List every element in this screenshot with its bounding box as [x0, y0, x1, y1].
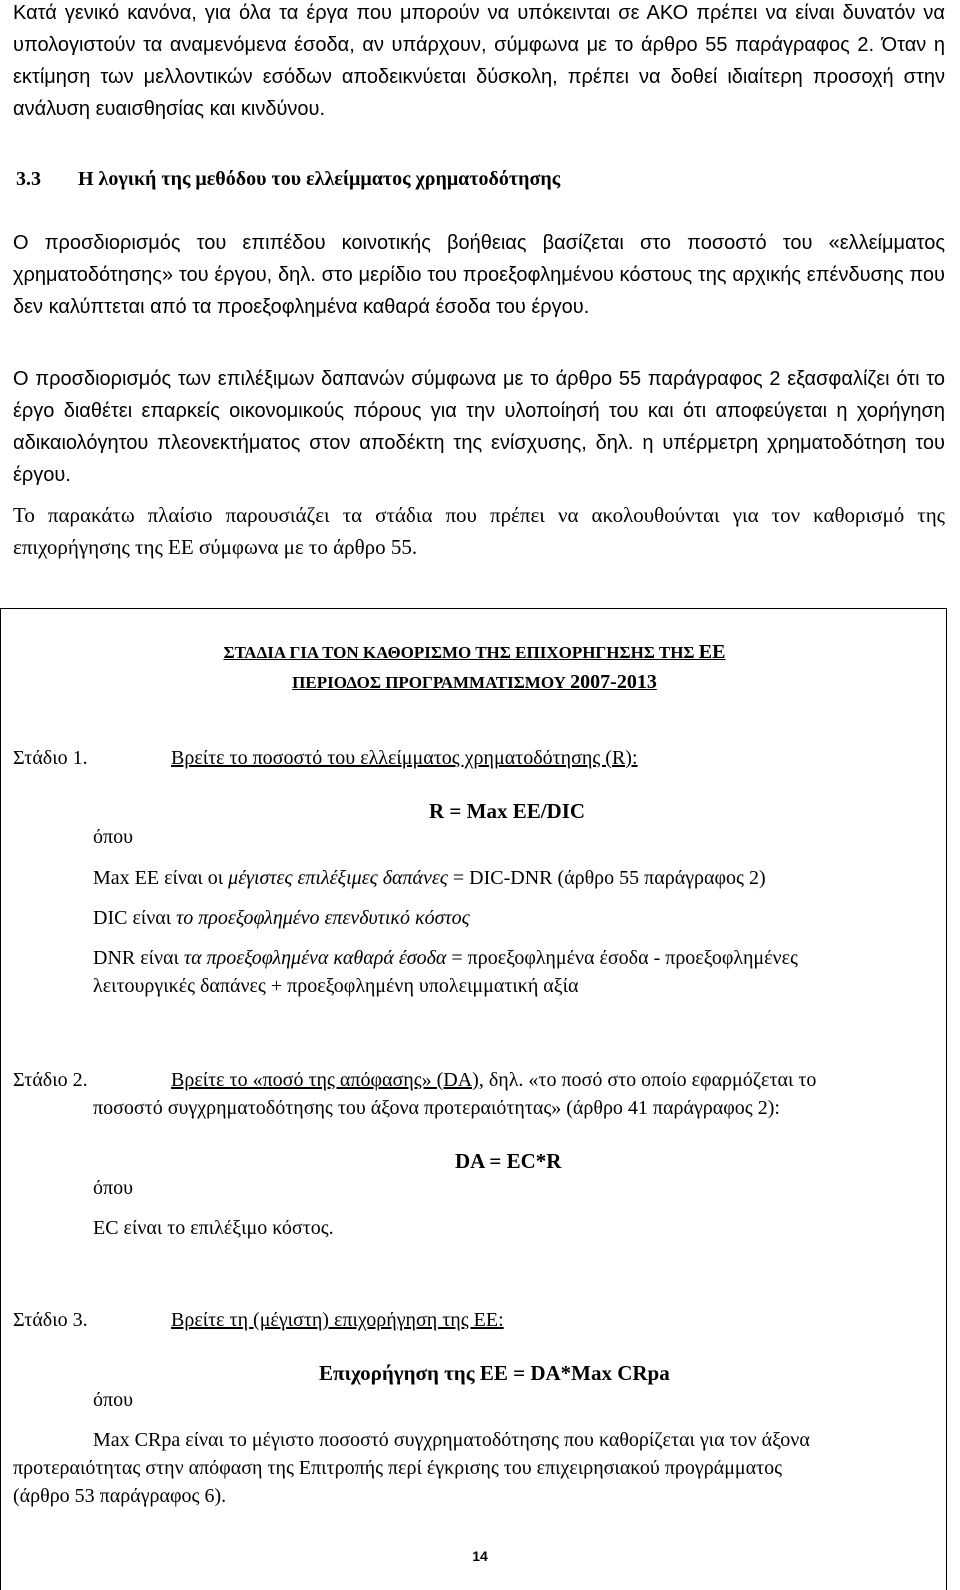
stage-3-formula: Επιχορήγηση της ΕΕ = DA*Max CRpa [319, 1361, 670, 1385]
stage-2-instruction-underlined: Βρείτε το «ποσό της απόφασης» (DA) [171, 1069, 479, 1091]
section-paragraph-1: Ο προσδιορισμός του επιπέδου κοινοτικής βοήθειας βασίζεται στο ποσοστό του «ελλείμματος χρηματοδότησης» του έργου, δηλ. στο μερίδιο του προεξοφλημένου κόστους της αρχικής επένδυσης που δεν καλύπτεται από τα προεξοφλημένα καθαρά έσοδα του έργου. [13, 232, 945, 318]
def-dnr-formula: = προεξοφλημένα έσοδα - προεξοφλημένες [451, 947, 798, 969]
stage-3-label: Στάδιο 3. [13, 1309, 88, 1331]
box-title-line-2-main: ΠΕΡΙΟΔΟΣ ΠΡΟΓΡΑΜΜΑΤΙΣΜΟΥ [292, 673, 566, 692]
def-max-ee-term: Max EE είναι οι [93, 867, 224, 889]
stage-3-def-line-1: Max CRpa είναι το μέγιστο ποσοστό συγχρηματοδότησης που καθορίζεται για τον άξονα [93, 1429, 810, 1451]
stage-1-instruction: Βρείτε το ποσοστό του ελλείμματος χρηματοδότησης (R): [171, 747, 638, 769]
stage-1-formula: R = Max EE/DIC [429, 799, 586, 823]
stage-1-def-dnr-line-2: λειτουργικές δαπάνες + προεξοφλημένη υπολειμματική αξία [93, 975, 579, 997]
def-dic-italic: το προεξοφλημένο επενδυτικό κόστος [176, 907, 470, 929]
def-dnr-term: DNR είναι [93, 947, 179, 969]
stage-1-label: Στάδιο 1. [13, 747, 88, 769]
stage-1-def-max-ee [93, 867, 766, 890]
box-title-line-2 [1, 671, 948, 694]
stage-2-label: Στάδιο 2. [13, 1069, 88, 1091]
stage-1-opou: όπου [93, 826, 133, 848]
box-title-line-1 [1, 641, 948, 664]
section-number: 3.3 [16, 168, 41, 190]
def-max-ee-formula: = DIC-DNR (άρθρο 55 παράγραφος 2) [452, 867, 766, 889]
stage-3-opou: όπου [93, 1389, 133, 1411]
section-heading [16, 168, 560, 191]
stage-1-def-dic [93, 907, 470, 930]
section-paragraph-2: Ο προσδιορισμός των επιλέξιμων δαπανών σύμφωνα με το άρθρο 55 παράγραφος 2 εξασφαλίζει ότι το έργο διαθέτει επαρκείς οικονομικούς πόρους για την υλοποίησή του και ότι αποφεύγεται η χορήγηση αδικαιολόγητου πλεονεκτήματος στον αποδέκτη της ενίσχυσης, δηλ. η υπέρμετρη χρηματοδότηση του έργου. [13, 368, 945, 486]
section-paragraph-3: Το παρακάτω πλαίσιο παρουσιάζει τα στάδια που πρέπει να ακολουθούνται για τον καθορισμό της επιχορήγησης της ΕΕ σύμφωνα με το άρθρο 55. [13, 503, 945, 559]
stage-2-def-ec: EC είναι το επιλέξιμο κόστος. [93, 1217, 334, 1239]
stage-3-def-line-3: (άρθρο 53 παράγραφος 6). [13, 1485, 227, 1507]
def-dnr-italic: τα προεξοφλημένα καθαρά έσοδα [183, 947, 447, 969]
box-title-line-1-end: ΕΕ [698, 641, 726, 663]
stage-3-instruction: Βρείτε τη (μέγιστη) επιχορήγηση της ΕΕ: [171, 1309, 504, 1331]
stage-1-def-dnr [93, 947, 798, 970]
stages-box [0, 608, 947, 1590]
box-title-line-2-end: 2007-2013 [570, 671, 657, 693]
page-number: 14 [472, 1548, 488, 1564]
stage-2-formula: DA = EC*R [455, 1149, 562, 1173]
stage-2-instruction-rest: , δηλ. «το ποσό στο οποίο εφαρμόζεται το [478, 1069, 817, 1091]
box-title-line-1-main: ΣΤΑΔΙΑ ΓΙΑ ΤΟΝ ΚΑΘΟΡΙΣΜΟ ΤΗΣ ΕΠΙΧΟΡΗΓΗΣΗΣ ΤΗΣ [223, 643, 695, 662]
intro-paragraph: Κατά γενικό κανόνα, για όλα τα έργα που μπορούν να υπόκεινται σε ΑΚΟ πρέπει να είναι δυνατόν να υπολογιστούν τα αναμενόμενα έσοδα, αν υπάρχουν, σύμφωνα με το άρθρο 55 παράγραφος 2. Όταν η εκτίμηση των μελλοντικών εσόδων αποδεικνύεται δύσκολη, πρέπει να δοθεί ιδιαίτερη προσοχή στην ανάλυση ευαισθησίας και κινδύνου. [13, 2, 945, 120]
def-dic-term: DIC είναι [93, 907, 172, 929]
section-title: Η λογική της μεθόδου του ελλείμματος χρηματοδότησης [78, 168, 561, 190]
stage-2-instruction-line-2: ποσοστό συγχρηματοδότησης του άξονα προτεραιότητας» (άρθρο 41 παράγραφος 2): [93, 1097, 780, 1119]
stage-3-def-line-2: προτεραιότητας στην απόφαση της Επιτροπής περί έγκρισης του επιχειρησιακού προγράμματος [13, 1457, 783, 1479]
stage-2-instruction [171, 1069, 816, 1092]
def-max-ee-italic: μέγιστες επιλέξιμες δαπάνες [228, 867, 448, 889]
stage-2-opou: όπου [93, 1177, 133, 1199]
